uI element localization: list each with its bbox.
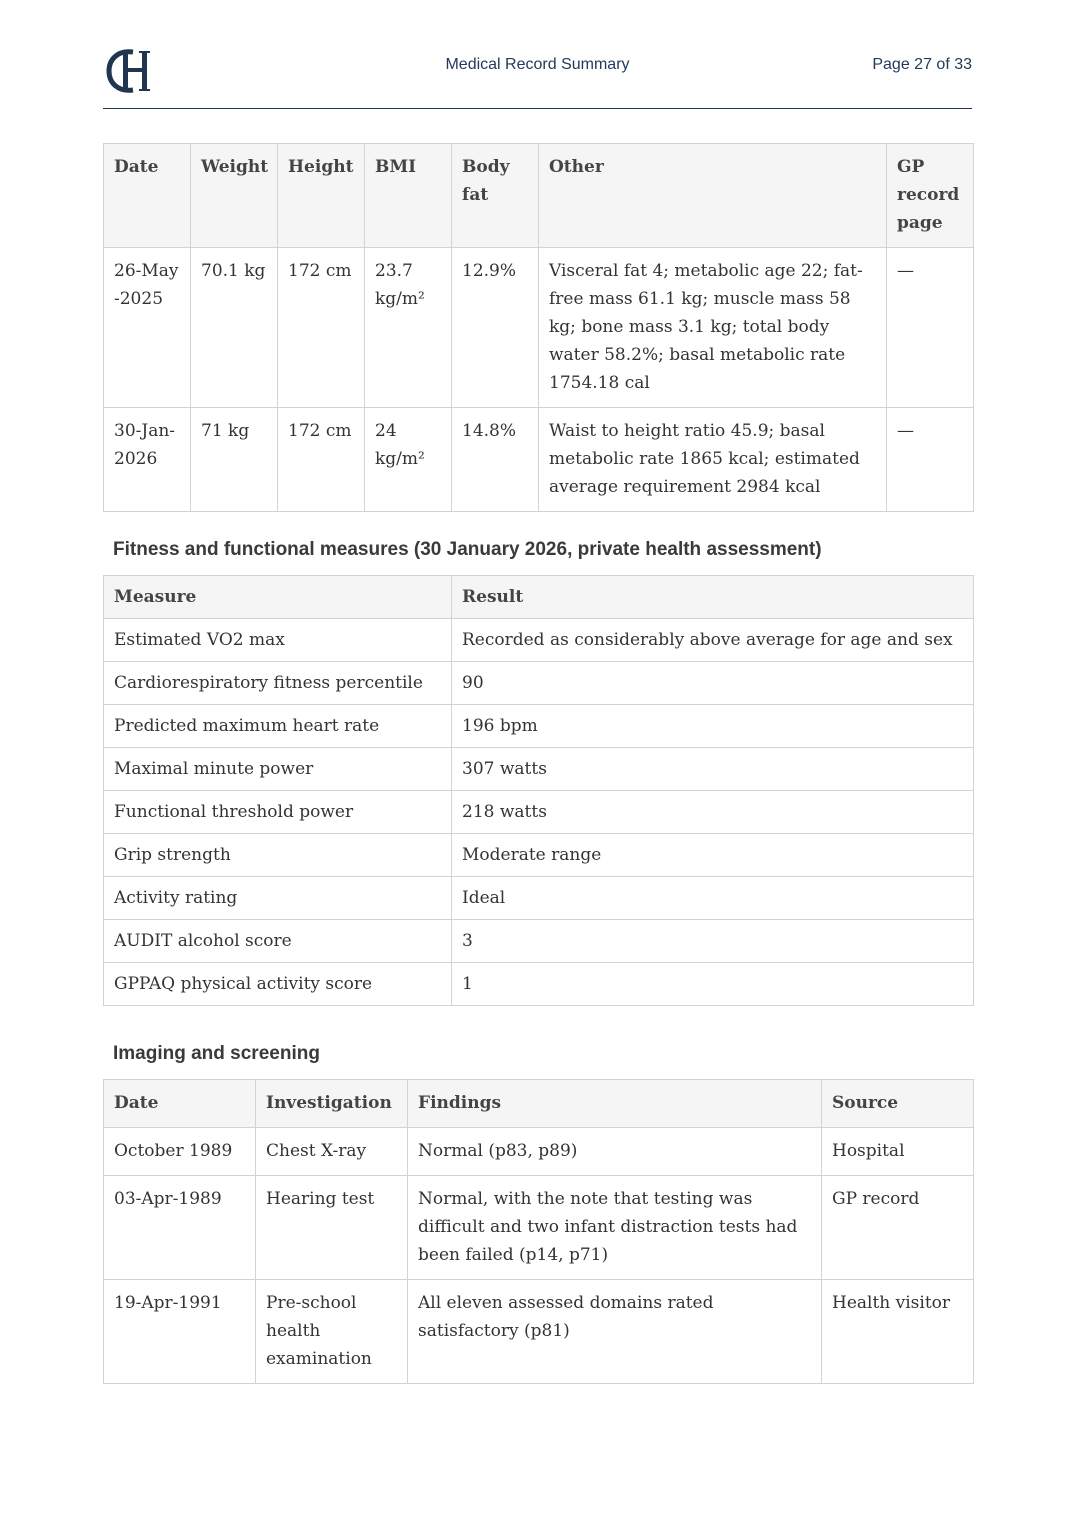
table-row [104,791,974,834]
table-cell: — [887,248,974,408]
table-cell: Chest X-ray [256,1128,408,1176]
fitness-table [103,575,974,1006]
table-header-row [104,576,974,619]
table-cell: 30-Jan-2026 [104,408,191,512]
section-heading-imaging: Imaging and screening [113,1043,320,1064]
table-row [104,920,974,963]
table-cell: Hearing test [256,1176,408,1280]
table-cell: Visceral fat 4; metabolic age 22; fat-free mass 61.1 kg; muscle mass 58 kg; bone mass 3.1 kg; total body water 58.2%; basal metabolic rate 1754.18 cal [539,248,887,408]
table-row [104,1128,974,1176]
table-row [104,619,974,662]
table-cell: 307 watts [452,748,974,791]
table-row [104,748,974,791]
table-cell: 03-Apr-1989 [104,1176,256,1280]
document-title: Medical Record Summary [445,56,630,73]
table-cell: Maximal minute power [104,748,452,791]
column-header: Measure [104,576,452,619]
table-cell: Ideal [452,877,974,920]
table-row [104,963,974,1006]
table-cell: Functional threshold power [104,791,452,834]
table-cell: October 1989 [104,1128,256,1176]
column-header: Height [278,144,365,248]
table-cell: — [887,408,974,512]
table-cell: 3 [452,920,974,963]
column-header: Result [452,576,974,619]
table-row [104,1176,974,1280]
column-header: Body fat [452,144,539,248]
table-cell: Waist to height ratio 45.9; basal metabolic rate 1865 kcal; estimated average requirement 2984 kcal [539,408,887,512]
table-row [104,248,974,408]
table-cell: 26-May -2025 [104,248,191,408]
table-cell: GP record [822,1176,974,1280]
table-cell: Normal (p83, p89) [408,1128,822,1176]
table-cell: GPPAQ physical activity score [104,963,452,1006]
table-row [104,1280,974,1384]
imaging-table [103,1079,974,1384]
column-header: Other [539,144,887,248]
table-header-row [104,1080,974,1128]
column-header: Date [104,144,191,248]
table-cell: Health visitor [822,1280,974,1384]
column-header: BMI [365,144,452,248]
table-cell: Estimated VO2 max [104,619,452,662]
table-cell: Normal, with the note that testing was difficult and two infant distraction tests had been failed (p14, p71) [408,1176,822,1280]
table-cell: 1 [452,963,974,1006]
section-heading-fitness: Fitness and functional measures (30 January 2026, private health assessment) [113,539,822,560]
table-cell: 71 kg [191,408,278,512]
table-row [104,877,974,920]
table-cell: Grip strength [104,834,452,877]
table-row [104,834,974,877]
table-cell: Pre-school health examination [256,1280,408,1384]
table-cell: 90 [452,662,974,705]
table-cell: 218 watts [452,791,974,834]
table-cell: 172 cm [278,408,365,512]
table-header-row [104,144,974,248]
table-cell: 23.7 kg/m² [365,248,452,408]
column-header: Date [104,1080,256,1128]
column-header: Findings [408,1080,822,1128]
page-header [103,40,972,109]
table-cell: All eleven assessed domains rated satisfactory (p81) [408,1280,822,1384]
column-header: GP record page [887,144,974,248]
table-row [104,408,974,512]
column-header: Weight [191,144,278,248]
body-measures-table [103,143,974,512]
table-cell: 14.8% [452,408,539,512]
table-cell: Cardiorespiratory fitness percentile [104,662,452,705]
table-cell: AUDIT alcohol score [104,920,452,963]
table-cell: Recorded as considerably above average for age and sex [452,619,974,662]
table-cell: 70.1 kg [191,248,278,408]
table-cell: Predicted maximum heart rate [104,705,452,748]
table-cell: Activity rating [104,877,452,920]
table-cell: 12.9% [452,248,539,408]
table-row [104,705,974,748]
page-number: Page 27 of 33 [872,56,972,73]
table-cell: Moderate range [452,834,974,877]
column-header: Source [822,1080,974,1128]
column-header: Investigation [256,1080,408,1128]
table-cell: 19-Apr-1991 [104,1280,256,1384]
table-cell: Hospital [822,1128,974,1176]
table-cell: 24 kg/m² [365,408,452,512]
table-cell: 196 bpm [452,705,974,748]
table-row [104,662,974,705]
table-cell: 172 cm [278,248,365,408]
